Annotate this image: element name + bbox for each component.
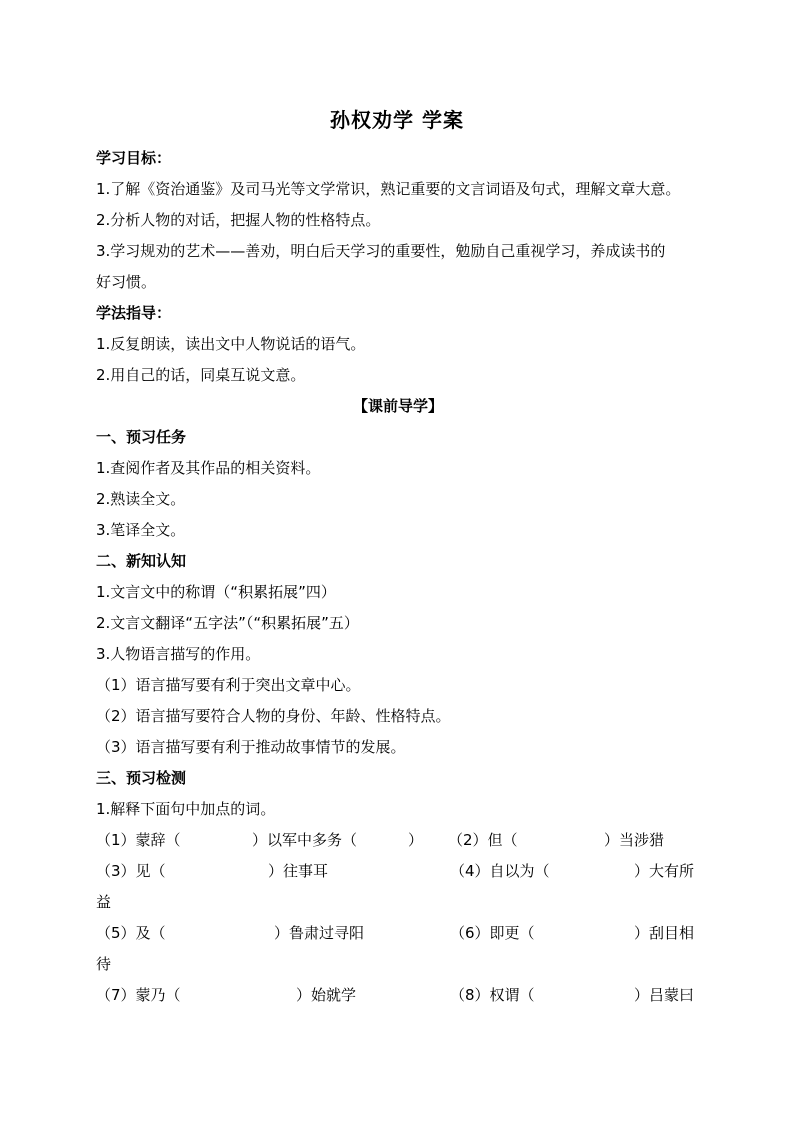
- part2-item: 1.文言文中的称谓（“积累拓展”四）: [96, 583, 336, 601]
- fill-blank-row: [96, 980, 700, 1011]
- blank-prefix: （2）但（: [448, 831, 518, 849]
- blank-prefix: （6）即更（: [450, 924, 535, 942]
- blank-prefix: （7）蒙乃（: [96, 986, 181, 1004]
- part2-subitem: （3）语言描写要有利于推动故事情节的发展。: [96, 738, 406, 756]
- blank-suffix: ）刮目相: [634, 924, 695, 942]
- row-continuation: 益: [96, 893, 112, 911]
- row-continuation: 待: [96, 955, 112, 973]
- part2-heading: 二、新知认知: [96, 552, 187, 570]
- answer-blank[interactable]: [544, 856, 634, 887]
- objectives-heading: 学习目标：: [96, 149, 172, 167]
- blank-suffix: ）始就学: [296, 986, 357, 1004]
- document-body: [96, 143, 700, 1011]
- part2-subitem: （2）语言描写要符合人物的身份、年龄、性格特点。: [96, 707, 451, 725]
- answer-blank[interactable]: [530, 918, 634, 949]
- fill-blank-row: [96, 825, 700, 856]
- objective-item: 2.分析人物的对话，把握人物的性格特点。: [96, 211, 381, 229]
- objective-item-continuation: 好习惯。: [96, 273, 157, 291]
- blank-prefix: （1）蒙辞（: [96, 831, 181, 849]
- answer-blank[interactable]: [196, 980, 296, 1011]
- blank-suffix: ）大有所: [634, 862, 695, 880]
- part2-item: 3.人物语言描写的作用。: [96, 645, 261, 663]
- objective-item: 1.了解《资治通鉴》及司马光等文学常识，熟记重要的文言词语及句式，理解文章大意。: [96, 180, 681, 198]
- answer-blank[interactable]: [514, 825, 604, 856]
- method-item: 1.反复朗读，读出文中人物说话的语气。: [96, 335, 366, 353]
- blank-suffix: ）往事耳: [268, 862, 329, 880]
- blank-suffix: ）当涉猎: [604, 831, 665, 849]
- part1-item: 3.笔译全文。: [96, 521, 186, 539]
- answer-blank[interactable]: [182, 825, 252, 856]
- blank-suffix: ）以军中多务（: [252, 831, 358, 849]
- blank-suffix: ）吕蒙曰: [634, 986, 695, 1004]
- fill-blank-row: [96, 856, 700, 887]
- answer-blank[interactable]: [356, 825, 408, 856]
- blank-prefix: （8）权谓（: [450, 986, 535, 1004]
- blank-prefix: （3）见（: [96, 862, 166, 880]
- objective-item: 3.学习规劝的艺术——善劝，明白后天学习的重要性，勉励自己重视学习，养成读书的: [96, 242, 666, 260]
- part1-heading: 一、预习任务: [96, 428, 187, 446]
- answer-blank[interactable]: [530, 980, 634, 1011]
- part1-item: 2.熟读全文。: [96, 490, 186, 508]
- document-title: 孙权劝学 学案: [330, 108, 464, 132]
- method-item: 2.用自己的话，同桌互说文意。: [96, 366, 306, 384]
- part2-subitem: （1）语言描写要有利于突出文章中心。: [96, 676, 361, 694]
- fill-blank-row: [96, 918, 700, 949]
- blank-prefix: （4）自以为（: [450, 862, 550, 880]
- answer-blank[interactable]: [166, 918, 274, 949]
- section-banner: 【课前导学】: [352, 397, 443, 415]
- blank-prefix: （5）及（: [96, 924, 166, 942]
- part1-item: 1.查阅作者及其作品的相关资料。: [96, 459, 321, 477]
- methods-heading: 学法指导：: [96, 304, 172, 322]
- part2-item: 2.文言文翻译“五字法”（“积累拓展”五）: [96, 614, 359, 632]
- blank-suffix: ）: [408, 831, 424, 849]
- question-1: 1.解释下面句中加点的词。: [96, 800, 276, 818]
- part3-heading: 三、预习检测: [96, 769, 187, 787]
- blank-suffix: ）鲁肃过寻阳: [274, 924, 365, 942]
- answer-blank[interactable]: [166, 856, 268, 887]
